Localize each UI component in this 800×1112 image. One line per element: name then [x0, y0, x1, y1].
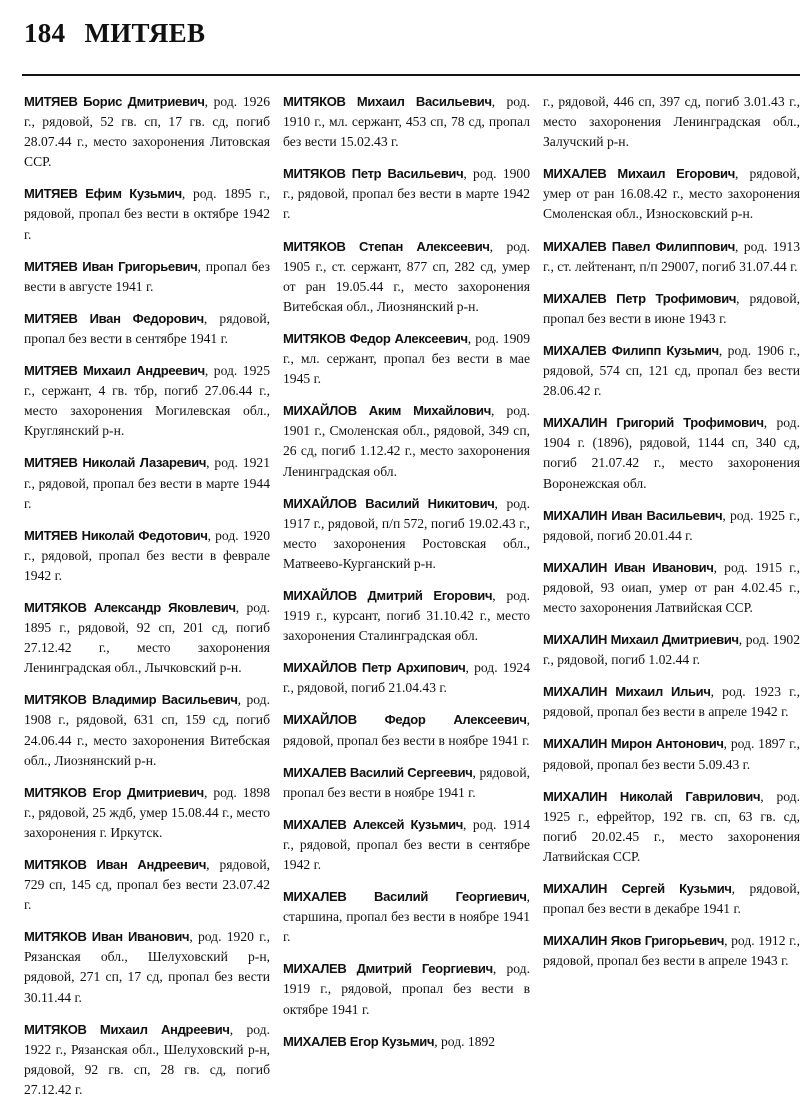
entry-name: МИТЯКОВ Петр Васильевич: [283, 166, 464, 182]
entry-details: , рядовой, пропал без вести в декабре 1941 г.: [543, 881, 800, 917]
entry-name: МИТЯКОВ Егор Дмитриевич: [24, 784, 204, 800]
entry-details: , старшина, пропал без вести в ноябре 1941 г.: [283, 889, 530, 945]
entry-name: МИТЯКОВ Михаил Андреевич: [24, 1021, 230, 1037]
memorial-entry: [24, 1020, 270, 1100]
memorial-entry: [543, 413, 800, 493]
entry-details: , род. 1919 г., курсант, погиб 31.10.42 г., место захоронения Сталинградская обл.: [283, 587, 530, 644]
entry-details: , род. 1908 г., рядовой, 631 сп, 159 сд, погиб 24.06.44 г., место захоронения Витебская обл., Лиознянский р-н.: [24, 692, 270, 768]
memorial-entry: [283, 92, 530, 152]
memorial-entry: [543, 237, 800, 277]
entry-name: МИХАЛИН Михаил Дмитриевич: [543, 632, 739, 648]
entry-name: МИТЯЕВ Ефим Кузьмич: [24, 186, 182, 202]
memorial-entry: [24, 361, 270, 441]
entry-details: , род. 1892: [434, 1033, 496, 1049]
memorial-entry: [283, 586, 530, 646]
memorial-entry: [283, 237, 530, 317]
entry-name: МИХАЛЕВ Василий Георгиевич: [283, 889, 527, 905]
entry-name: МИХАЙЛОВ Аким Михайлович: [283, 403, 491, 419]
entry-name: МИХАЛИН Николай Гаврилович: [543, 788, 761, 804]
memorial-entry: [543, 558, 800, 618]
entry-details: , род. 1920 г., рядовой, пропал без вести в феврале 1942 г.: [24, 527, 271, 583]
entry-name: МИХАЛЕВ Егор Кузьмич: [283, 1033, 435, 1049]
entry-name: МИХАЛИН Григорий Трофимович: [543, 415, 764, 431]
memorial-entry: [283, 710, 530, 750]
entry-name: МИТЯЕВ Николай Федотович: [24, 527, 208, 543]
entry-name: МИХАЛИН Иван Иванович: [543, 559, 714, 575]
entry-name: МИТЯКОВ Владимир Васильевич: [24, 692, 238, 708]
entry-details: , род. 1905 г., ст. сержант, 877 сп, 282 сд, умер от ран 19.05.44 г., место захоронения Витебская обл., Лиознянский р-н.: [283, 238, 530, 314]
memorial-entry: [283, 763, 530, 803]
entry-name: МИТЯКОВ Степан Алексеевич: [283, 238, 490, 254]
entry-name: МИХАЛЕВ Алексей Кузьмич: [283, 816, 464, 832]
memorial-entry: [24, 783, 270, 843]
running-title: МИТЯЕВ: [84, 18, 206, 48]
memorial-entry: [24, 184, 270, 244]
entry-name: МИХАЛИН Мирон Антонович: [543, 736, 724, 752]
entry-details: , род. 1924 г., рядовой, погиб 21.04.43 г.: [283, 660, 530, 696]
entry-details: , род. 1921 г., рядовой, пропал без вести в марте 1944 г.: [24, 455, 270, 511]
memorial-entry: [24, 309, 270, 349]
entry-details: , род. 1898 г., рядовой, 25 ждб, умер 15.08.44 г., место захоронения г. Иркутск.: [24, 784, 270, 840]
entry-name: МИХАЛИН Сергей Кузьмич: [543, 881, 732, 896]
memorial-entry: [543, 682, 800, 722]
entry-details: , род. 1910 г., мл. сержант, 453 сп, 78 сд, пропал без вести 15.02.43 г.: [283, 94, 530, 150]
memorial-entry: [283, 959, 530, 1019]
entry-name: МИТЯЕВ Борис Дмитриевич: [24, 94, 205, 109]
entry-name: МИТЯЕВ Михаил Андреевич: [24, 363, 205, 379]
entry-name: МИХАЙЛОВ Дмитрий Егорович: [283, 587, 493, 603]
memorial-entry: [283, 401, 530, 481]
entry-details: , род. 1906 г., рядовой, 574 сп, 121 сд, пропал без вести 28.06.42 г.: [543, 342, 800, 399]
entry-details: , род. 1923 г., рядовой, пропал без вести в апреле 1942 г.: [543, 684, 800, 720]
entry-name: МИХАЛЕВ Филипп Кузьмич: [543, 342, 719, 358]
memorial-entry: [24, 257, 270, 297]
entry-details: , род. 1925 г., сержант, 4 гв. тбр, погиб 27.06.44 г., место захоронения Могилевская обл., Круглянский р-н.: [24, 363, 270, 439]
page-number: 184: [24, 18, 66, 48]
entry-details: , род. 1922 г., Рязанская обл., Шелуховский р-н, рядовой, 92 гв. сп, 28 гв. сд, погиб 27.12.42 г.: [24, 1021, 270, 1097]
entry-name: МИХАЙЛОВ Федор Алексеевич: [283, 712, 527, 728]
entry-details: , род. 1925 г., рядовой, погиб 20.01.44 г.: [543, 507, 800, 543]
entry-details: , род. 1914 г., рядовой, пропал без вести в сентябре 1942 г.: [283, 816, 530, 872]
memorial-entry: [543, 931, 800, 971]
entry-details: , род. 1920 г., Рязанская обл., Шелуховский р-н, рядовой, 271 сп, 17 сд, пропал без вести 30.11.44 г.: [24, 929, 270, 1005]
entry-name: МИХАЛЕВ Василий Сергеевич: [283, 764, 473, 780]
entry-name: МИХАЛЕВ Дмитрий Георгиевич: [283, 961, 493, 977]
memorial-entry: [24, 92, 270, 172]
memorial-entry: [543, 787, 800, 867]
memorial-entry: [543, 164, 800, 224]
memorial-entry: [543, 289, 800, 329]
entry-details: , рядовой, пропал без вести в ноябре 1941 г.: [283, 712, 530, 748]
entry-details: , род. 1915 г., рядовой, 93 оиап, умер от ран 4.02.45 г., место захоронения Латвийская ССР.: [543, 559, 800, 615]
entry-details: , род. 1912 г., рядовой, пропал без вести в апреле 1943 г.: [543, 933, 800, 969]
entry-details: , род. 1926 г., рядовой, 52 гв. сп, 17 гв. сд, погиб 28.07.44 г., место захоронения Литовская ССР.: [24, 94, 271, 170]
entry-details: , род. 1904 г. (1896), рядовой, 1144 сп, 340 сд, погиб 21.07.42 г., место захоронения Воронежская обл.: [543, 415, 800, 491]
entry-details: , род. 1901 г., Смоленская обл., рядовой, 349 сп, 26 сд, погиб 1.12.42 г., место захоронения Ленинградская обл.: [283, 403, 530, 479]
memorial-entry: [543, 734, 800, 774]
text-columns: [24, 92, 800, 1112]
entry-name: МИТЯКОВ Александр Яковлевич: [24, 599, 236, 615]
entry-details: , рядовой, пропал без вести в сентябре 1941 г.: [24, 310, 270, 346]
entry-details: , род. 1913 г., ст. лейтенант, п/п 29007, погиб 31.07.44 г.: [543, 238, 800, 274]
page-header: [24, 18, 205, 49]
entry-name: МИХАЛИН Михаил Ильич: [543, 684, 711, 700]
entry-details: , род. 1917 г., рядовой, п/п 572, погиб 19.02.43 г., место захоронения Ростовская обл., Матвеево-Курганский р-н.: [283, 495, 530, 571]
column-2: [283, 92, 530, 1112]
entry-details: , род. 1895 г., рядовой, пропал без вести в октябре 1942 г.: [24, 186, 270, 242]
entry-details: , род. 1909 г., мл. сержант, пропал без вести в мае 1945 г.: [283, 330, 530, 387]
memorial-entry: [24, 927, 270, 1007]
entry-name: МИХАЙЛОВ Петр Архипович: [283, 660, 466, 676]
memorial-entry: [283, 815, 530, 875]
entry-details: , род. 1902 г., рядовой, погиб 1.02.44 г.: [543, 632, 800, 668]
entry-details: , род. 1925 г., ефрейтор, 192 гв. сп, 63 гв. сд, погиб 20.02.45 г., место захоронения Латвийская ССР.: [543, 788, 800, 864]
header-rule: [22, 74, 800, 76]
memorial-entry: [24, 526, 270, 586]
entry-name: МИХАЛЕВ Михаил Егорович: [543, 166, 735, 182]
column-1: [24, 92, 270, 1112]
entry-name: МИТЯКОВ Михаил Васильевич: [283, 94, 492, 109]
entry-name: МИТЯЕВ Иван Григорьевич: [24, 258, 198, 274]
entry-name: МИТЯКОВ Иван Андреевич: [24, 857, 207, 872]
entry-details: , род. 1900 г., рядовой, пропал без вести в марте 1942 г.: [283, 166, 531, 222]
entry-details: г., рядовой, 446 сп, 397 сд, погиб 3.01.43 г., место захоронения Ленинградская обл., Залучский р-н.: [543, 94, 800, 150]
memorial-entry: [543, 92, 800, 152]
memorial-entry: [24, 598, 270, 678]
entry-details: , рядовой, пропал без вести в ноябре 1941 г.: [283, 764, 531, 800]
memorial-entry: [283, 1032, 530, 1052]
entry-details: , пропал без вести в августе 1941 г.: [24, 258, 270, 294]
entry-name: МИХАЙЛОВ Василий Никитович: [283, 495, 495, 511]
memorial-entry: [543, 341, 800, 401]
entry-name: МИХАЛИН Иван Васильевич: [543, 507, 723, 523]
entry-details: , рядовой, пропал без вести в июне 1943 г.: [543, 290, 800, 326]
entry-name: МИТЯЕВ Иван Федорович: [24, 310, 204, 326]
entry-name: МИТЯКОВ Иван Иванович: [24, 929, 190, 945]
memorial-entry: [283, 329, 530, 389]
entry-name: МИХАЛЕВ Павел Филиппович: [543, 238, 736, 254]
memorial-entry: [283, 658, 530, 698]
entry-details: , род. 1919 г., рядовой, пропал без вести в октябре 1941 г.: [283, 961, 530, 1017]
memorial-entry: [283, 164, 530, 224]
memorial-entry: [24, 855, 270, 915]
memorial-entry: [283, 887, 530, 947]
entry-name: МИХАЛИН Яков Григорьевич: [543, 933, 725, 949]
memorial-entry: [543, 630, 800, 670]
memorial-entry: [24, 690, 270, 770]
entry-details: , род. 1895 г., рядовой, 92 сп, 201 сд, погиб 27.12.42 г., место захоронения Ленинградская обл., Лычковский р-н.: [24, 599, 270, 676]
entry-name: МИТЯКОВ Федор Алексеевич: [283, 330, 468, 346]
entry-name: МИХАЛЕВ Петр Трофимович: [543, 290, 737, 306]
entry-details: , рядовой, умер от ран 16.08.42 г., место захоронения Смоленская обл., Износковский р-н.: [543, 166, 800, 222]
column-3: [543, 92, 800, 1112]
memorial-entry: [24, 453, 270, 513]
entry-details: , род. 1897 г., рядовой, пропал без вести 5.09.43 г.: [543, 736, 800, 772]
memorial-entry: [543, 879, 800, 919]
entry-details: , рядовой, 729 сп, 145 сд, пропал без вести 23.07.42 г.: [24, 857, 271, 913]
memorial-entry: [283, 494, 530, 574]
entry-name: МИТЯЕВ Николай Лазаревич: [24, 455, 207, 471]
memorial-entry: [543, 506, 800, 546]
